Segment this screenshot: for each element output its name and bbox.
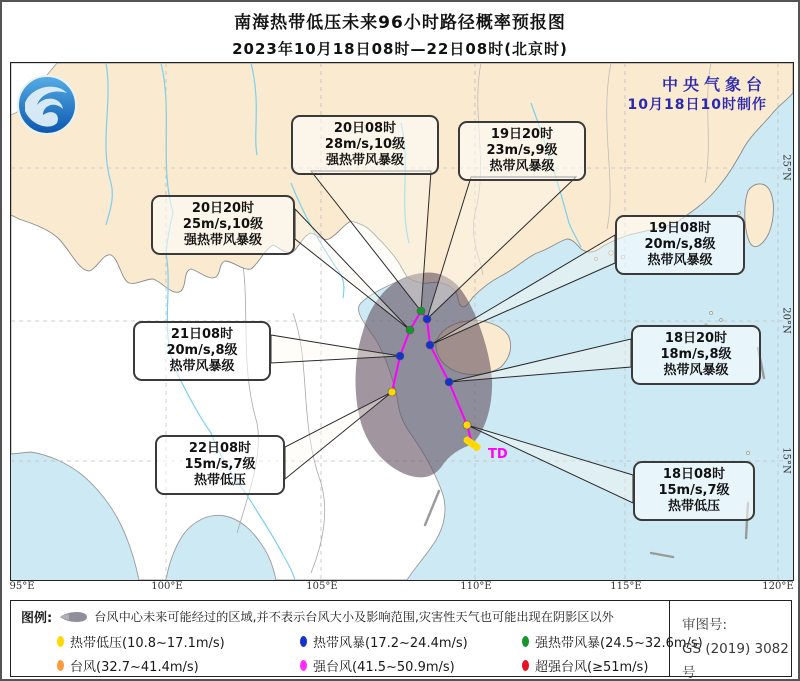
legend-item-label: 强热带风暴(24.5~32.6m/s): [535, 635, 703, 651]
cma-logo-icon: [18, 76, 76, 134]
forecast-time: 18日20时: [664, 331, 728, 346]
forecast-label-18d08h[interactable]: [633, 461, 755, 521]
lon-label: 95°E: [9, 581, 35, 592]
legend-item: [57, 656, 300, 675]
forecast-label-19d20h[interactable]: [458, 121, 586, 181]
lon-label: 120°E: [762, 581, 794, 592]
forecast-label-22d08h[interactable]: [155, 435, 285, 495]
approval-label: 审图号:: [682, 617, 728, 633]
forecast-intensity: 25m/s,10级: [182, 217, 264, 232]
forecast-time: 20日08时: [333, 121, 397, 136]
lat-label-25n: 25°N: [780, 154, 792, 181]
approval-box: [669, 601, 791, 681]
forecast-time: 21日08时: [170, 327, 234, 342]
page-subtitle: 2023年10月18日08时—22日08时(北京时): [232, 40, 568, 58]
lon-label: 105°E: [306, 581, 338, 592]
agency-credit: [628, 75, 767, 115]
forecast-intensity: 15m/s,7级: [184, 457, 256, 472]
forecast-category: 热带风暴级: [647, 253, 713, 268]
forecast-time: 18日08时: [662, 467, 726, 482]
forecast-category: 热带风暴级: [489, 159, 555, 174]
legend-item: [300, 632, 522, 651]
page-title: 南海热带低压未来96小时路径概率预报图: [234, 13, 566, 33]
forecast-intensity: 18m/s,8级: [660, 347, 732, 362]
legend-item-label: 热带风暴(17.2~24.4m/s): [313, 635, 468, 651]
legend-item: [300, 656, 522, 675]
lon-label: 100°E: [151, 581, 183, 592]
agency-name: 中央气象台: [661, 75, 767, 94]
lon-label: 115°E: [610, 581, 642, 592]
lat-label-20n: 20°N: [780, 307, 792, 334]
legend-item-label: 台风(32.7~41.4m/s): [70, 659, 199, 675]
legend-item: [57, 632, 300, 651]
legend-item-label: 超强台风(≥51m/s): [535, 659, 649, 675]
forecast-category: 热带风暴级: [169, 359, 235, 374]
longitude-axis: [10, 581, 792, 598]
current-position-label: TD: [488, 447, 508, 462]
legend-dot-icon: [57, 660, 64, 671]
legend-dot-icon: [522, 660, 529, 671]
forecast-label-21d08h[interactable]: [133, 321, 271, 381]
legend-panel: [10, 600, 792, 681]
legend-dot-icon: [57, 636, 64, 647]
forecast-label-18d20h[interactable]: [631, 325, 761, 385]
legend-content: [11, 601, 703, 676]
cone-note: 台风中心未来可能经过的区域,并不表示台风大小及影响范围,灾害性天气也可能出现在阴影区以外: [94, 610, 614, 624]
legend-title: 图例:: [21, 611, 53, 626]
legend-dot-icon: [522, 636, 529, 647]
forecast-category: 热带低压: [667, 499, 720, 514]
forecast-time: 20日20时: [191, 201, 255, 216]
forecast-category: 热带风暴级: [663, 363, 729, 378]
cone-icon: [58, 610, 88, 624]
forecast-label-19d08h[interactable]: [615, 215, 745, 275]
legend-item-label: 强台风(41.5~50.9m/s): [313, 659, 455, 675]
forecast-intensity: 15m/s,7级: [658, 483, 730, 498]
forecast-category: 强热带风暴级: [325, 153, 404, 168]
forecast-intensity: 23m/s,9级: [486, 143, 558, 158]
title-block: [2, 8, 798, 59]
legend-item-label: 热带低压(10.8~17.1m/s): [70, 635, 225, 651]
forecast-time: 19日20时: [490, 127, 554, 142]
forecast-label-20d20h[interactable]: [151, 195, 295, 255]
agency-issue-time: 10月18日10时制作: [627, 97, 767, 113]
forecast-category: 热带低压: [193, 473, 246, 488]
forecast-time: 19日08时: [648, 221, 712, 236]
forecast-intensity: 20m/s,8级: [644, 237, 716, 252]
approval-number: GS (2019) 3082号: [682, 641, 789, 681]
forecast-intensity: 28m/s,10级: [324, 137, 406, 152]
forecast-intensity: 20m/s,8级: [166, 343, 238, 358]
lon-label: 110°E: [460, 581, 492, 592]
legend-dot-icon: [300, 660, 307, 671]
forecast-label-20d08h[interactable]: [291, 115, 439, 175]
forecast-time: 22日08时: [188, 441, 252, 456]
legend-dot-icon: [300, 636, 307, 647]
map-canvas[interactable]: [10, 62, 794, 581]
lat-label-15n: 15°N: [780, 447, 792, 474]
forecast-category: 强热带风暴级: [183, 233, 262, 248]
